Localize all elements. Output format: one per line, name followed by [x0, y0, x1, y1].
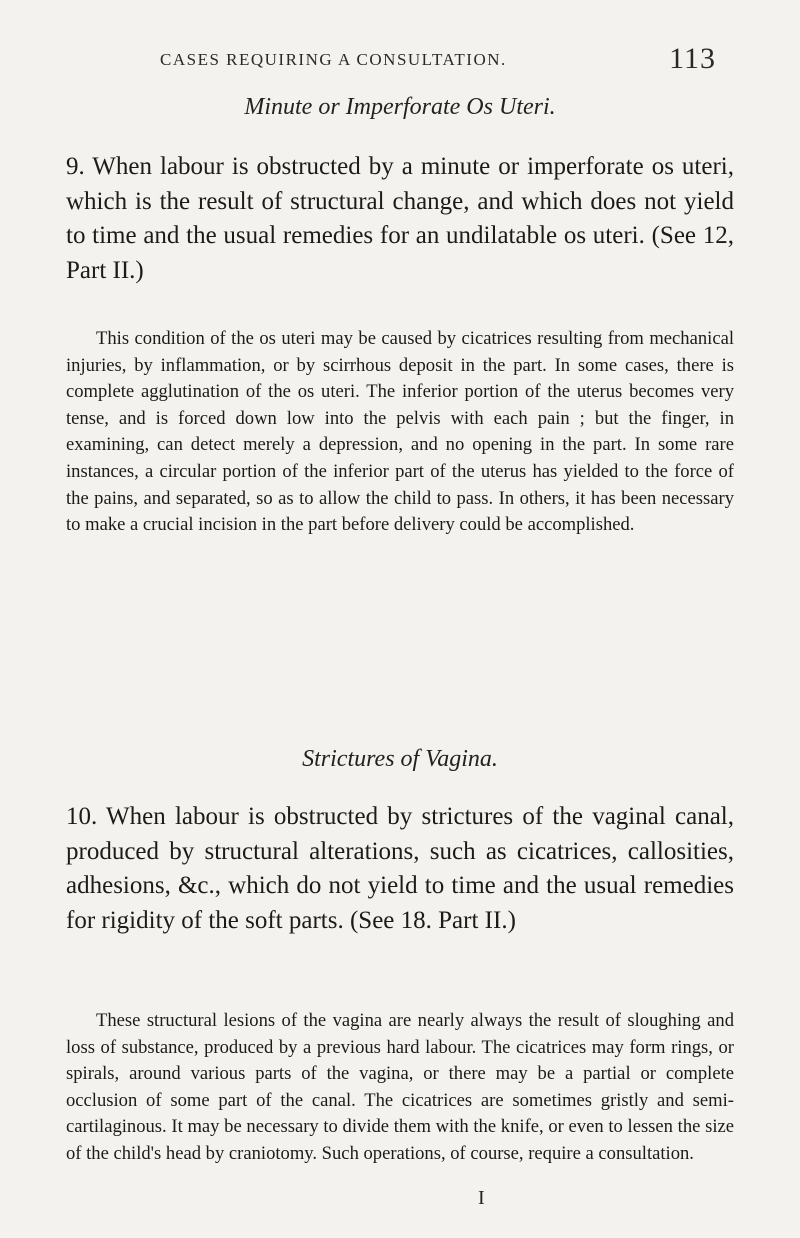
- running-head: CASES REQUIRING A CONSULTATION.: [160, 50, 507, 69]
- section-heading-os-uteri: Minute or Imperforate Os Uteri.: [244, 94, 556, 120]
- section-body-strictures: These structural lesions of the vagina are nearly always the result of sloughing and loss of substance, produced by a previous hard labour. The cicatrices may form rings, or spirals, around various parts of the vagina, or there may be a partial or complete occlusion of some part of the canal. The cicatrices are sometimes gristly and semi-cartilaginous. It may be necessary to divide them with the knife, or even to lessen the size of the child's head by craniotomy. Such operations, of course, require a consultation.: [66, 1010, 734, 1164]
- section-body-os-uteri: This condition of the os uteri may be caused by cicatrices resulting from mechanical injuries, by inflammation, or by scirrhous deposit in the part. In some cases, there is complete agglutination of the os uteri. The inferior portion of the uterus becomes very tense, and is forced down low into the pelvis with each pain ; but the finger, in examining, can detect merely a depression, and no opening in the part. In some rare instances, a circular portion of the inferior part of the uterus has yielded to the force of the pains, and separated, so as to allow the child to pass. In others, it has been necessary to make a crucial incision in the part before delivery could be accomplished.: [66, 328, 734, 536]
- section-heading-strictures: Strictures of Vagina.: [302, 746, 498, 772]
- page-number: 113: [669, 42, 716, 75]
- signature-mark: I: [478, 1187, 485, 1209]
- section-lead-strictures: 10. When labour is obstructed by strictures of the vaginal canal, produced by structural alterations, such as cicatrices, callosities, adhesions, &c., which do not yield to time and the usual remedies for rigidity of the soft parts. (See 18. Part II.): [66, 803, 734, 934]
- section-lead-os-uteri: 9. When labour is obstructed by a minute or imperforate os uteri, which is the result of structural change, and which does not yield to time and the usual remedies for an undilatable os uteri. (See 12, Part II.): [66, 153, 734, 284]
